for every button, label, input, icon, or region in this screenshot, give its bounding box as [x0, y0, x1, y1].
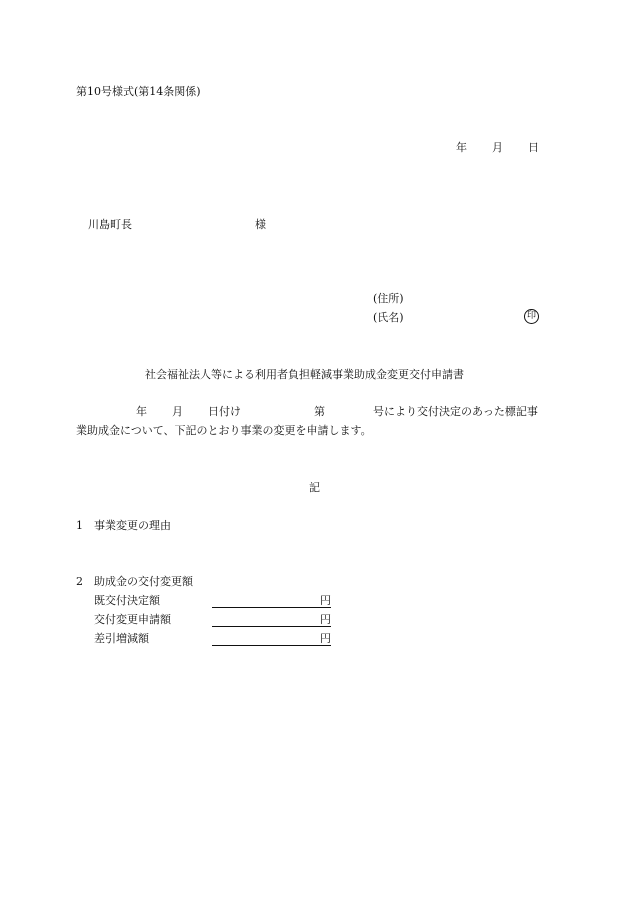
row-change-unit: 円: [320, 613, 331, 626]
seal-mark: 印: [524, 309, 539, 324]
addressee-honorific: 様: [255, 218, 266, 231]
row-change-amount-line[interactable]: [212, 626, 331, 627]
section1-label: 事業変更の理由: [94, 519, 171, 532]
row-existing-label: 既交付決定額: [94, 594, 160, 607]
body-dai: 第: [314, 405, 325, 418]
body-year: 年: [136, 405, 147, 418]
row-existing-amount-line[interactable]: [212, 607, 331, 608]
section2-number: 2: [76, 575, 83, 588]
body-dated: 日付け: [208, 405, 241, 418]
date-month: 月: [492, 141, 503, 154]
date-day: 日: [528, 141, 539, 154]
ki-heading: 記: [309, 481, 320, 494]
addressee-name: 川島町長: [88, 218, 132, 231]
section1-number: 1: [76, 519, 83, 532]
body-line1-rest: 号により交付決定のあった標記事: [373, 405, 538, 418]
document-title: 社会福祉法人等による利用者負担軽減事業助成金変更交付申請書: [145, 368, 464, 381]
row-existing-unit: 円: [320, 594, 331, 607]
row-diff-label: 差引増減額: [94, 632, 149, 645]
body-month: 月: [172, 405, 183, 418]
date-year: 年: [456, 141, 467, 154]
applicant-name-label: (氏名): [373, 311, 404, 324]
section2-label: 助成金の交付変更額: [94, 575, 193, 588]
form-number: 第10号様式(第14条関係): [76, 85, 201, 98]
row-diff-amount-line[interactable]: [212, 645, 331, 646]
row-diff-unit: 円: [320, 632, 331, 645]
row-change-label: 交付変更申請額: [94, 613, 171, 626]
body-line2: 業助成金について、下記のとおり事業の変更を申請します。: [76, 424, 372, 437]
applicant-address-label: (住所): [373, 292, 404, 305]
